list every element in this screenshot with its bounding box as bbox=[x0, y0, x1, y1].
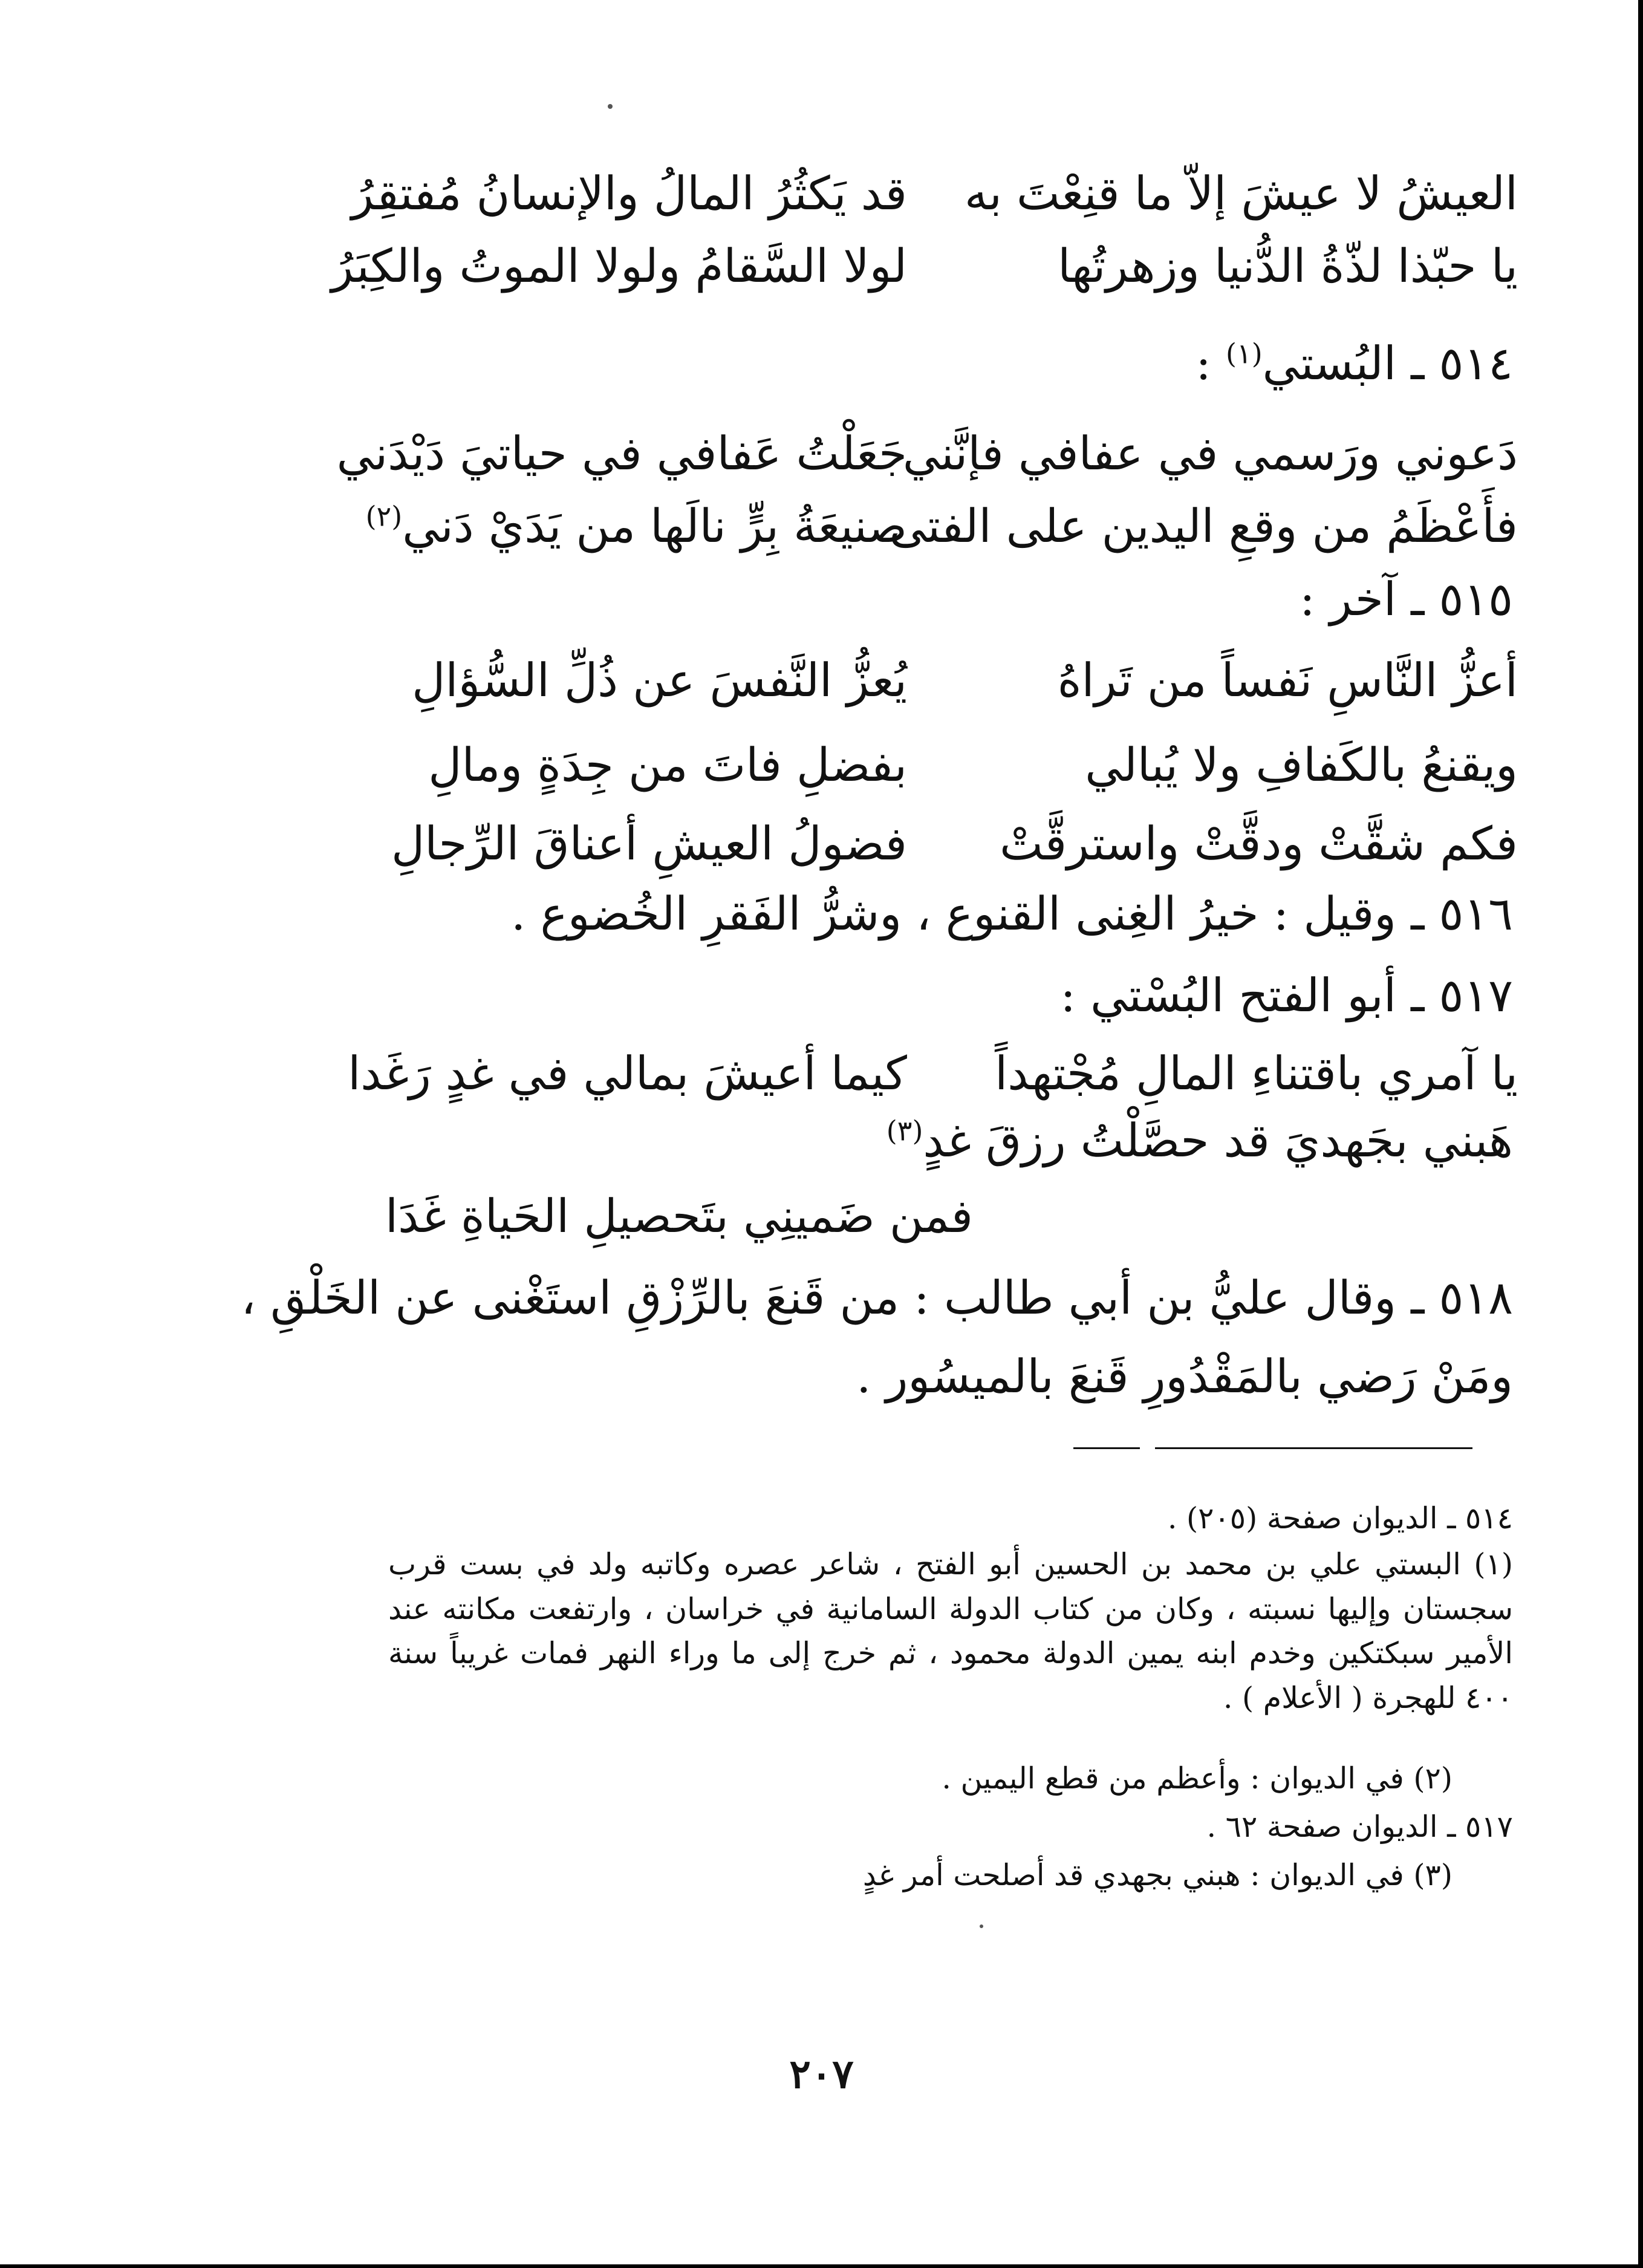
footnote-marker: (٢) bbox=[365, 500, 403, 533]
verse-first-hemistich: أعزُّ النَّاسِ نَفساً من تَراهُ bbox=[1057, 653, 1518, 708]
entry-518-line-1: ٥١٨ ـ وقال عليُّ بن أبي طالب : من قَنعَ بالرِّزْقِ استَغْنى عن الخَلْقِ ، bbox=[241, 1271, 1513, 1325]
entry-517-line-3: فمن ضَمينِي بتَحصيلِ الحَياةِ غَدَا bbox=[385, 1189, 973, 1243]
footnote-marker: (١) bbox=[1226, 337, 1263, 370]
entry-514-heading: ٥١٤ ـ البُستي$^{(١)}$ : bbox=[1196, 336, 1513, 390]
verse-line bbox=[254, 157, 1518, 230]
verse-second-hemistich: جَعَلْتُ عَفافي في حياتيَ دَيْدَني bbox=[336, 426, 907, 481]
verse-first-hemistich: فكم شقَّتْ ودقَّتْ واسترقَّتْ bbox=[1000, 816, 1518, 871]
verse-second-hemistich: فضولُ العيشِ أعناقَ الرِّجالِ bbox=[391, 816, 907, 871]
verse-first-hemistich: فأَعْظَمُ من وقعِ اليدين على الفتى bbox=[889, 499, 1518, 553]
verse-first-hemistich: يا حبّذا لذّةُ الدُّنيا وزهرتُها bbox=[1058, 239, 1518, 293]
footnote-marker: (٣) bbox=[886, 1114, 923, 1147]
verse-second-hemistich: بفضلِ فاتَ من جِدَةٍ ومالِ bbox=[428, 738, 907, 792]
entry-517-heading: ٥١٧ ـ أبو الفتح البُسْتي : bbox=[1060, 968, 1513, 1022]
verse-first-hemistich: العيشُ لا عيشَ إلاّ ما قنِعْتَ به bbox=[964, 166, 1518, 221]
separator-rule-long bbox=[1155, 1447, 1472, 1449]
verse-line bbox=[254, 644, 1518, 717]
verse-second-hemistich: يُعزُّ النَّفسَ عن ذُلِّ السُّؤالِ bbox=[412, 653, 907, 708]
verse-first-hemistich: دَعوني ورَسمي في عفافي فإنَّني bbox=[902, 426, 1518, 481]
verse-line bbox=[254, 1037, 1518, 1110]
scan-speck bbox=[608, 104, 613, 109]
verse-line bbox=[254, 490, 1518, 562]
page-number: ٢٠٧ bbox=[789, 2050, 854, 2097]
verse-first-hemistich: يا آمري باقتناءِ المالِ مُجْتهداً bbox=[995, 1046, 1518, 1101]
separator-rule-short bbox=[1073, 1447, 1140, 1449]
verse-line bbox=[254, 417, 1518, 490]
entry-515-heading: ٥١٥ ـ آخر : bbox=[1300, 572, 1513, 626]
verse-second-hemistich: كيما أعيشَ بمالي في غدٍ رَغَدا bbox=[348, 1046, 907, 1101]
verse-line bbox=[254, 729, 1518, 801]
verse-second-hemistich: لولا السَّقامُ ولولا الموتُ والكِبَرُ bbox=[331, 239, 907, 293]
verse-second-hemistich: قد يَكثُرُ المالُ والإنسانُ مُفتقِرُ bbox=[351, 166, 907, 221]
verse-first-hemistich: ويقنعُ بالكَفافِ ولا يُبالي bbox=[1085, 738, 1518, 792]
footnote-3: (٣) في الديوان : هبني بجهدي قد أصلحت أمر غدٍ bbox=[862, 1858, 1453, 1892]
verse-second-hemistich: صنيعَةُ بِرٍّ نالَها من يَدَيْ دَني$^{(٢)}$ bbox=[365, 499, 907, 553]
footnote-1: (١) البستي علي بن محمد بن الحسين أبو الفتح ، شاعر عصره وكاتبه ولد في بست قرب سجستان وإليها نسبته ، وكان من كتاب الدولة السامانية في خراسان ، وارتفعت مكانته عند الأمير سبكتكين وخدم ابنه يمين الدولة محمود ، ثم خرج إلى ما وراء النهر فمات غريباً سنة ٤٠٠ للهجرة ( الأعلام ) . bbox=[388, 1547, 1513, 1715]
footnote-2: (٢) في الديوان : وأعظم من قطع اليمين . bbox=[942, 1761, 1453, 1796]
verse-line bbox=[254, 807, 1518, 880]
footnote-source-517: ٥١٧ ـ الديوان صفحة ٦٢ . bbox=[1206, 1810, 1513, 1844]
entry-517-line-2: هَبني بجَهديَ قد حصَّلْتُ رزقَ غدٍ$^{(٣)}$ bbox=[886, 1113, 1513, 1167]
verse-line bbox=[254, 230, 1518, 302]
scan-speck bbox=[980, 1924, 983, 1928]
entry-516-text: ٥١٦ ـ وقيل : خيرُ الغِنى القنوع ، وشرُّ الفَقرِ الخُضوع . bbox=[511, 887, 1513, 940]
entry-518-line-2: ومَنْ رَضي بالمَقْدُورِ قَنعَ بالميسُور . bbox=[856, 1349, 1513, 1403]
footnote-source-514: ٥١٤ ـ الديوان صفحة (٢٠٥) . bbox=[1167, 1501, 1513, 1536]
